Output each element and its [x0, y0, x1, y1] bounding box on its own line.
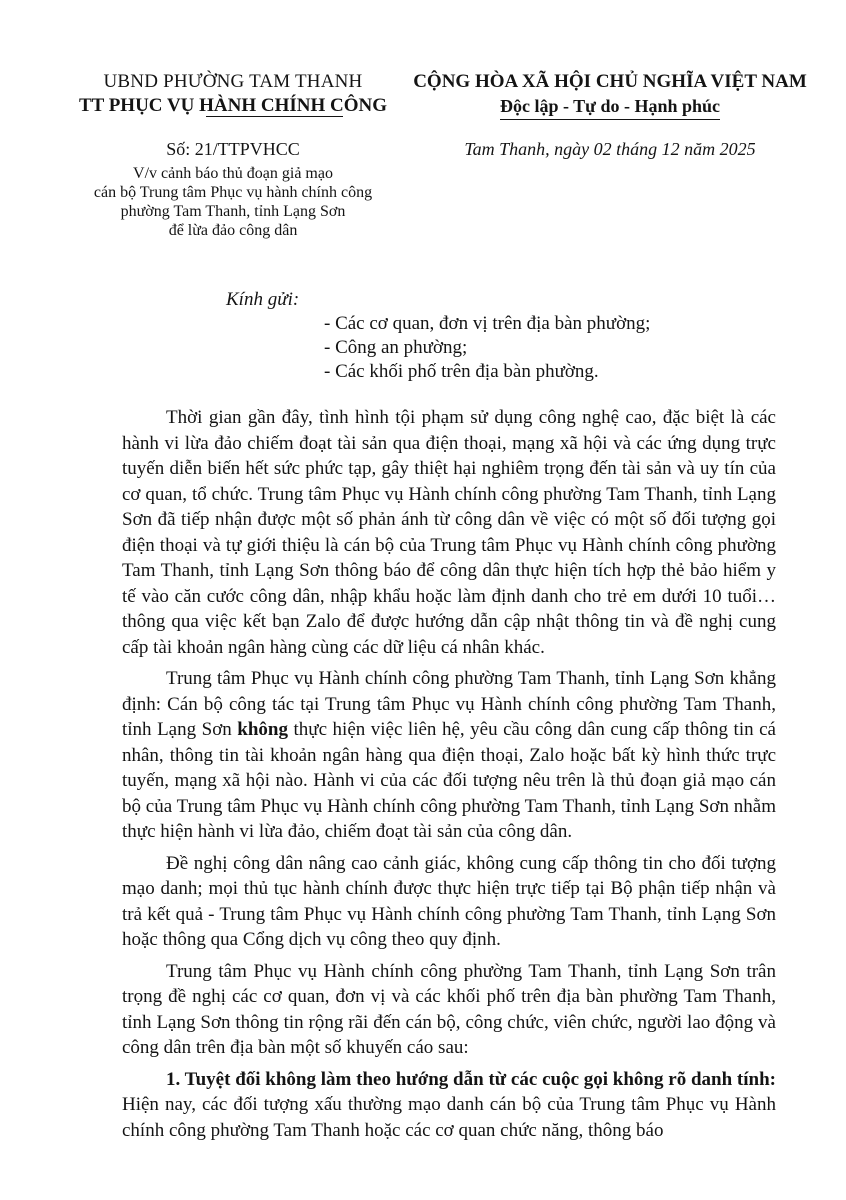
recipient-item: - Các cơ quan, đơn vị trên địa bàn phường; [324, 313, 651, 334]
paragraph-text: Đề nghị công dân nâng cao cảnh giác, không cung cấp thông tin cho đối tượng mạo danh; mọi thủ tục hành chính được thực hiện trực tiếp tại Bộ phận tiếp nhận và trả kết quả - Trung tâm Phục vụ Hành chính công phường Tam Thanh, tỉnh Lạng Sơn hoặc thông qua Cổng dịch vụ công theo quy định. [122, 852, 776, 950]
paragraph-text: Trung tâm Phục vụ Hành chính công phường Tam Thanh, tỉnh Lạng Sơn khẳng định: Cán bộ công tác tại Trung tâm Phục vụ Hành chính công phường Tam Thanh, tỉnh Lạng Sơn [122, 668, 776, 740]
agency-underline [206, 116, 343, 117]
body-paragraph-4 [122, 959, 776, 1061]
subject-line: V/v cảnh báo thủ đoạn giả mạo [133, 165, 333, 182]
paragraph-text: Hiện nay, các đối tượng xấu thường mạo danh cán bộ của Trung tâm Phục vụ Hành chính công phường Tam Thanh hoặc các cơ quan chức năng, thông báo [122, 1094, 776, 1141]
body-paragraph-1 [122, 405, 776, 660]
body-paragraph-3 [122, 851, 776, 953]
salutation: Kính gửi: [226, 289, 300, 310]
subject-block [58, 164, 408, 240]
nation-name: CỘNG HÒA XÃ HỘI CHỦ NGHĨA VIỆT NAM [413, 71, 807, 92]
national-header-block [400, 70, 820, 120]
recipient-item: - Công an phường; [324, 337, 468, 358]
paragraph-text: Thời gian gần đây, tình hình tội phạm sử dụng công nghệ cao, đặc biệt là các hành vi lừa đảo chiếm đoạt tài sản qua điện thoại, mạng xã hội và các ứng dụng trực tuyến diễn biến hết sức phức tạp, gây thiệt hại nghiêm trọng đến tài sản và uy tín của cơ quan, tổ chức. Trung tâm Phục vụ Hành chính công phường Tam Thanh, tỉnh Lạng Sơn đã tiếp nhận được một số phản ánh từ công dân về việc có một số đối tượng gọi điện thoại và tự giới thiệu là cán bộ của Trung tâm Phục vụ Hành chính công phường Tam Thanh, tỉnh Lạng Sơn thông báo để công dân thực hiện tích hợp thẻ bảo hiểm y tế vào căn cước công dân, nhập khẩu hoặc làm định danh cho trẻ em dưới 10 tuổi… thông qua việc kết bạn Zalo để được hướng dẫn cập nhật thông tin và đề nghị cung cấp tài khoản ngân hàng cùng các dữ liệu cá nhân khác. [122, 407, 776, 658]
paragraph-text: Trung tâm Phục vụ Hành chính công phường Tam Thanh, tỉnh Lạng Sơn trân trọng đề nghị các cơ quan, đơn vị và các khối phố trên địa bàn phường Tam Thanh, tỉnh Lạng Sơn thông tin rộng rãi đến cán bộ, công chức, viên chức, người lao động và công dân trên địa bàn một số khuyến cáo sau: [122, 960, 776, 1058]
section-heading: 1. Tuyệt đối không làm theo hướng dẫn từ các cuộc gọi không rõ danh tính: [166, 1068, 776, 1090]
subject-line: cán bộ Trung tâm Phục vụ hành chính công [93, 184, 373, 201]
body-paragraph-2 [122, 666, 776, 845]
agency-name-line1: UBND PHƯỜNG TAM THANH [103, 71, 363, 92]
document-number: Số: 21/TTPVHCC [166, 139, 300, 159]
document-date: Tam Thanh, ngày 02 tháng 12 năm 2025 [464, 139, 756, 159]
recipient-item: - Các khối phố trên địa bàn phường. [324, 361, 599, 382]
subject-line: phường Tam Thanh, tỉnh Lạng Sơn [120, 203, 346, 220]
recipient-list [324, 312, 650, 384]
document-body [122, 405, 776, 1149]
subject-line: để lừa đảo công dân [168, 222, 298, 239]
nation-motto: Độc lập - Tự do - Hạnh phúc [500, 94, 720, 120]
agency-name-line2: TT PHỤC VỤ HÀNH CHÍNH CÔNG [78, 95, 388, 116]
emphasis-text: không [237, 719, 288, 740]
body-paragraph-5 [122, 1067, 776, 1144]
paragraph-text: thực hiện việc liên hệ, yêu cầu công dân cung cấp thông tin cá nhân, thông tin tài khoản ngân hàng qua điện thoại, Zalo hoặc bất kỳ hình thức trực tuyến, mạng xã hội nào. Hành vi của các đối tượng nêu trên là thủ đoạn giả mạo cán bộ của Trung tâm Phục vụ Hành chính công phường Tam Thanh, tỉnh Lạng Sơn nhằm thực hiện hành vi lừa đảo, chiếm đoạt tài sản của công dân. [122, 719, 776, 842]
issuing-agency-block [58, 70, 408, 118]
